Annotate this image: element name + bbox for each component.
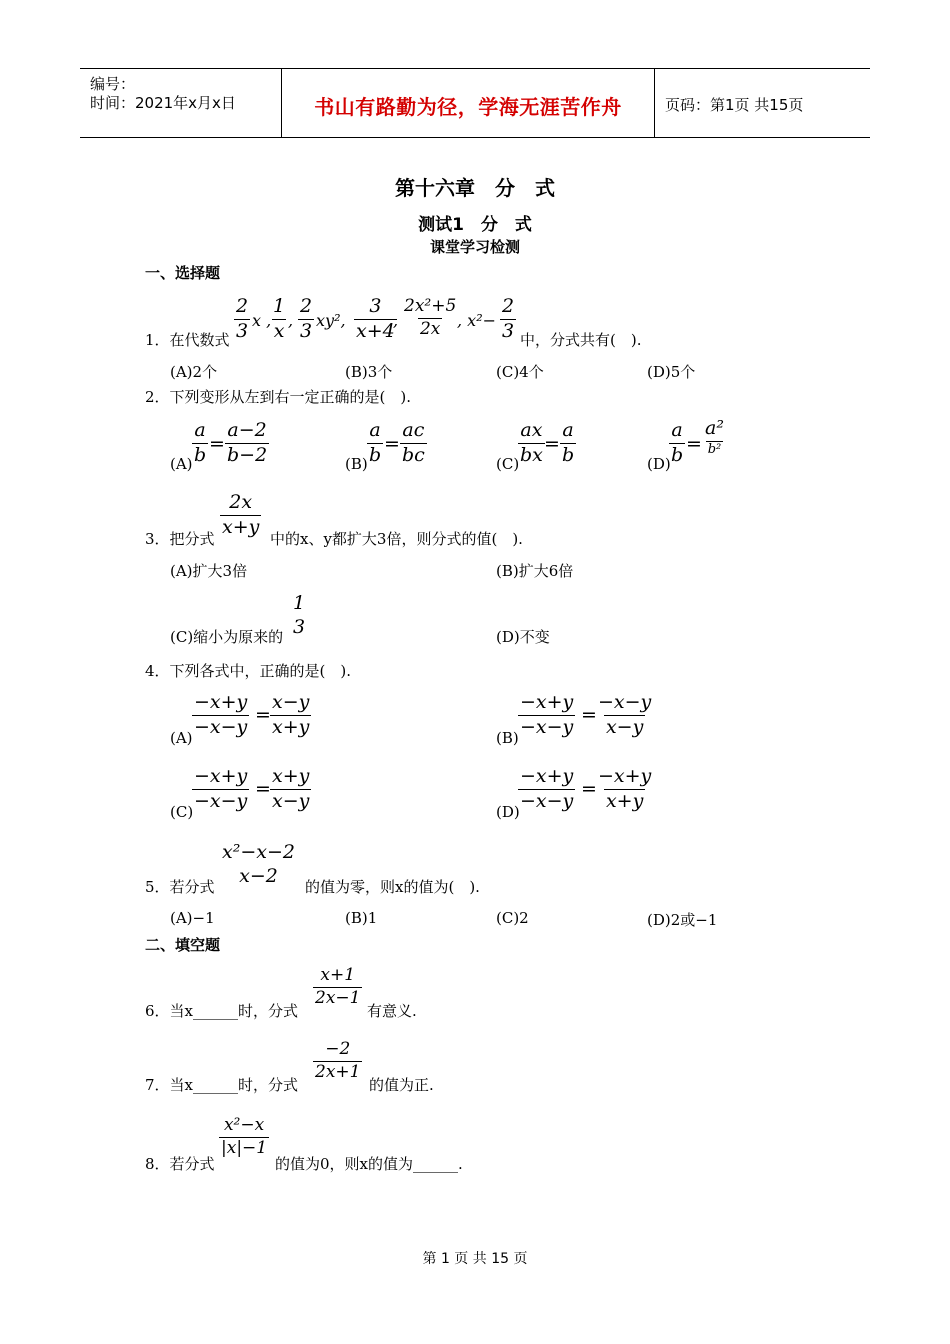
q4-d-eq: = [581, 778, 597, 800]
q2-label-d: (D) [647, 455, 671, 473]
q6-fraction: x+1 2x−1 [315, 965, 361, 1008]
q2-a-right: a−2 b−2 [227, 419, 268, 466]
q4-a-left: −x+y −x−y [194, 691, 248, 738]
q1-frac-6: 2 3 [502, 295, 515, 342]
q1-frac-5: 2x²+5 2x [404, 296, 457, 339]
motto: 书山有路勤为径，学海无涯苦作舟 [314, 95, 622, 119]
q4-d-left: −x+y −x−y [520, 765, 574, 812]
q8-prefix: 8．若分式 [145, 1155, 215, 1173]
header-right-cell [655, 69, 870, 137]
section-fill-title: 二、填空题 [145, 936, 221, 954]
q2-text: 2．下列变形从左到右一定正确的是( ). [145, 388, 412, 406]
q4-b-left: −x+y −x−y [520, 691, 574, 738]
q4-c-left: −x+y −x−y [194, 765, 248, 812]
q2-label-a: (A) [170, 455, 193, 473]
q3-option-b: (B)扩大6倍 [496, 562, 574, 580]
page-footer: 第 1 页 共 15 页 [422, 1251, 528, 1267]
q2-d-right: a² b² [705, 417, 724, 457]
q4-b-eq: = [581, 704, 597, 726]
q3-fraction: 2x x+y [222, 491, 260, 538]
q4-c-eq: = [255, 778, 271, 800]
q5-option-b: (B)1 [345, 909, 378, 927]
q2-label-c: (C) [496, 455, 520, 473]
q7-fraction: −2 2x+1 [315, 1039, 361, 1082]
q3-option-c-fraction: 1 3 [293, 592, 306, 638]
q3-option-d: (D)不变 [496, 628, 550, 646]
q4-b-right: −x−y x−y [598, 691, 652, 738]
q7-prefix: 7．当x______时，分式 [145, 1076, 299, 1094]
q4-label-c: (C) [170, 803, 194, 821]
q1-prefix: 1．在代数式 [145, 331, 230, 349]
q5-suffix: 的值为零，则x的值为( ). [305, 878, 480, 896]
q1-frac-4: 3 x+4 [356, 295, 395, 342]
q4-text: 4．下列各式中，正确的是( ). [145, 662, 352, 680]
header-left-cell [80, 69, 282, 137]
q1-frac-2: 1 x [273, 295, 286, 342]
q2-b-eq: = [384, 433, 400, 455]
q4-c-right: x+y x−y [272, 765, 310, 812]
q4-d-right: −x+y x+y [598, 765, 652, 812]
q2-d-left: a b [671, 419, 684, 466]
q3-option-c: (C)缩小为原来的 [170, 628, 284, 646]
q2-label-b: (B) [345, 455, 368, 473]
test-title: 测试1 分 式 [418, 215, 532, 235]
q3-option-a: (A)扩大3倍 [170, 562, 248, 580]
q7-suffix: 的值为正. [369, 1076, 434, 1094]
q2-a-left: a b [194, 419, 207, 466]
q3-prefix: 3．把分式 [145, 530, 215, 548]
q4-label-a: (A) [170, 729, 193, 747]
q2-d-eq: = [686, 433, 702, 455]
q2-c-right: a b [562, 419, 575, 466]
header-table [80, 68, 870, 138]
chapter-title: 第十六章 分 式 [395, 176, 555, 200]
q1-text-2: , [288, 311, 294, 330]
q2-a-eq: = [209, 433, 225, 455]
q5-option-a: (A)−1 [170, 909, 215, 927]
q1-frac-3: 2 3 [300, 295, 313, 342]
q2-b-left: a b [369, 419, 382, 466]
q5-fraction: x²−x−2 x−2 [222, 841, 295, 887]
number-label: 编号： [90, 75, 136, 93]
q1-option-a: (A)2个 [170, 363, 218, 381]
q8-suffix: 的值为0，则x的值为______. [275, 1155, 463, 1173]
q2-c-left: ax bx [520, 419, 543, 466]
page-label: 页码：第1页 共15页 [665, 96, 804, 114]
section-choice-title: 一、选择题 [145, 264, 221, 282]
q5-prefix: 5．若分式 [145, 878, 215, 896]
q6-suffix: 有意义. [367, 1002, 417, 1020]
date-label: 时间：2021年x月x日 [90, 94, 236, 112]
q3-suffix: 中的x、y都扩大3倍，则分式的值( ). [270, 530, 523, 548]
q2-b-right: ac bc [402, 419, 425, 466]
q1-suffix: 中，分式共有( ). [520, 331, 642, 349]
q4-a-right: x−y x+y [272, 691, 310, 738]
q1-option-b: (B)3个 [345, 363, 393, 381]
q1-option-d: (D)5个 [647, 363, 696, 381]
q1-text-1: x , [252, 311, 272, 330]
header-center-cell [282, 69, 655, 137]
q2-c-eq: = [544, 433, 560, 455]
q4-label-b: (B) [496, 729, 519, 747]
q6-prefix: 6．当x______时，分式 [145, 1002, 299, 1020]
q1-option-c: (C)4个 [496, 363, 544, 381]
q1-text-3: xy², [316, 311, 346, 330]
q1-text-4: , [393, 311, 399, 330]
q4-a-eq: = [255, 704, 271, 726]
q4-label-d: (D) [496, 803, 520, 821]
subtitle: 课堂学习检测 [429, 238, 520, 256]
q8-fraction: x²−x |x|−1 [221, 1115, 268, 1158]
q5-option-d: (D)2或−1 [647, 911, 718, 929]
q5-option-c: (C)2 [496, 909, 529, 927]
q1-frac-1: 2 3 [236, 295, 249, 342]
q1-text-5: , x²− [457, 311, 497, 330]
